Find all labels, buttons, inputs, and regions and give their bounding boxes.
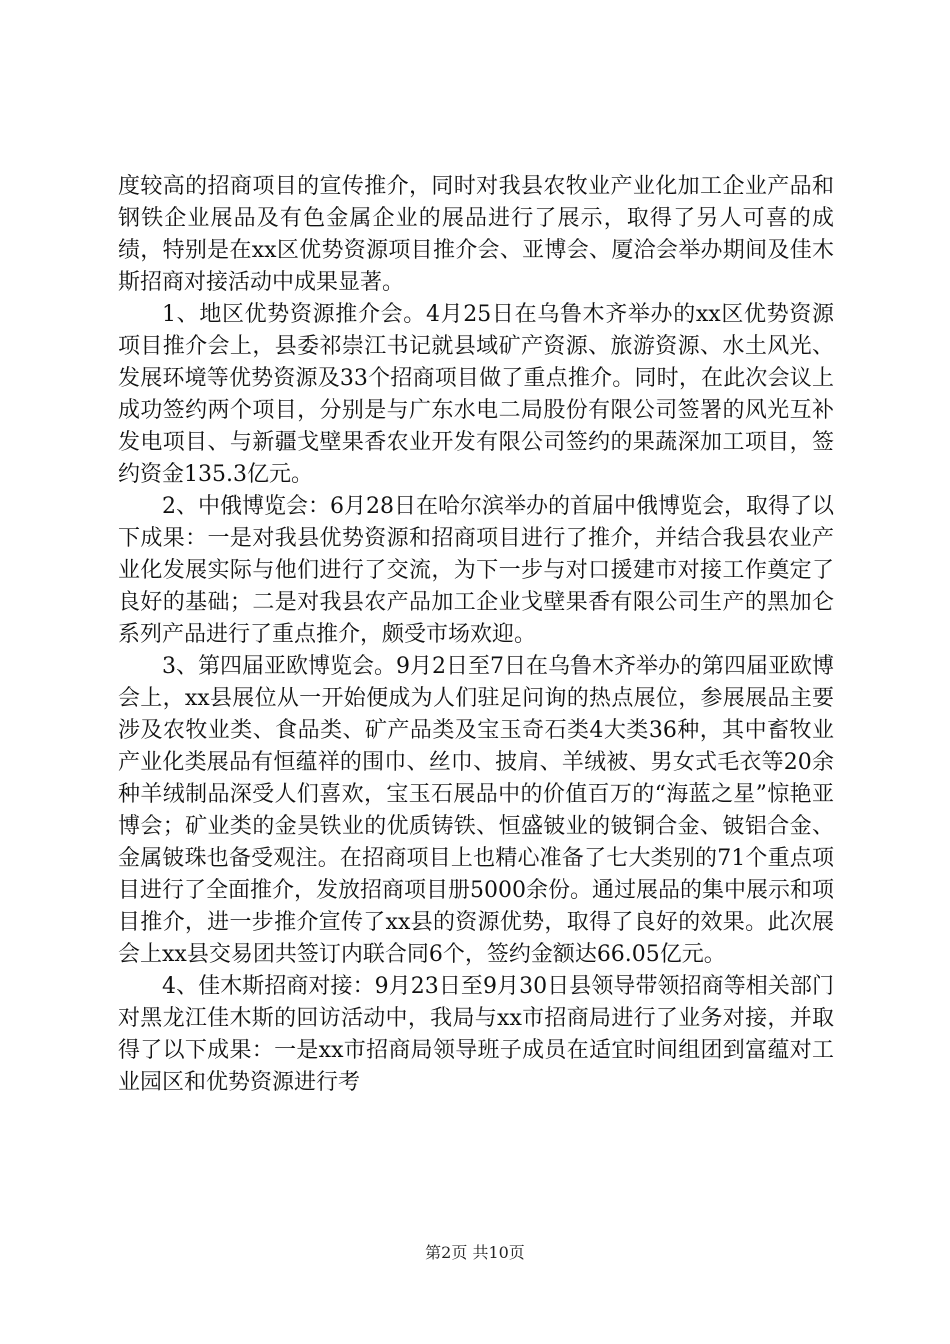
paragraph-jiamusi-docking: 4、佳木斯招商对接：9月23日至9月30日县领导带领招商等相关部门对黑龙江佳木斯的回访活动中，我局与xx市招商局进行了业务对接，并取得了以下成果：一是xx市招商局领导班子成员在适宜时间组团到富蕴对工业园区和优势资源进行考 [118,974,834,1095]
paragraph-eurasia-expo: 3、第四届亚欧博览会。9月2日至7日在乌鲁木齐举办的第四届亚欧博会上，xx县展位从一开始便成为人们驻足问询的热点展位，参展展品主要涉及农牧业类、食品类、矿产品类及宝玉奇石类4大类36种，其中畜牧业产业化类展品有恒蕴祥的围巾、丝巾、披肩、羊绒被、男女式毛衣等20余种羊绒制品深受人们喜欢，宝玉石展品中的价值百万的“海蓝之星”惊艳亚博会；矿业类的金昊铁业的优质铸铁、恒盛铍业的铍铜合金、铍铝合金、金属铍珠也备受观注。在招商项目上也精心准备了七大类别的71个重点项目进行了全面推介，发放招商项目册5000余份。通过展品的集中展示和项目推介，进一步推介宣传了xx县的资源优势，取得了良好的效果。此次展会上xx县交易团共签订内联合同6个，签约金额达66.05亿元。 [118,654,834,967]
paragraph-continuation: 度较高的招商项目的宣传推介，同时对我县农牧业产业化加工企业产品和钢铁企业展品及有色金属企业的展品进行了展示，取得了另人可喜的成绩，特别是在xx区优势资源项目推介会、亚博会、厦洽会举办期间及佳木斯招商对接活动中成果显著。 [118,174,834,295]
paragraph-china-russia-expo: 2、中俄博览会：6月28日在哈尔滨举办的首届中俄博览会，取得了以下成果：一是对我县优势资源和招商项目进行了推介，并结合我县农业产业化发展实际与他们进行了交流，为下一步与对口援建市对接工作奠定了良好的基础；二是对我县农产品加工企业戈壁果香有限公司生产的黑加仑系列产品进行了重点推介，颇受市场欢迎。 [118,494,834,647]
paragraph-regional-promotion: 1、地区优势资源推介会。4月25日在乌鲁木齐举办的xx区优势资源项目推介会上，县委祁崇江书记就县域矿产资源、旅游资源、水土风光、发展环境等优势资源及33个招商项目做了重点推介。同时，在此次会议上成功签约两个项目，分别是与广东水电二局股份有限公司签署的风光互补发电项目、与新疆戈壁果香农业开发有限公司签约的果蔬深加工项目，签约资金135.3亿元。 [118,302,834,487]
page-number-footer: 第2页 共10页 [425,1243,525,1262]
document-body [118,171,834,1099]
